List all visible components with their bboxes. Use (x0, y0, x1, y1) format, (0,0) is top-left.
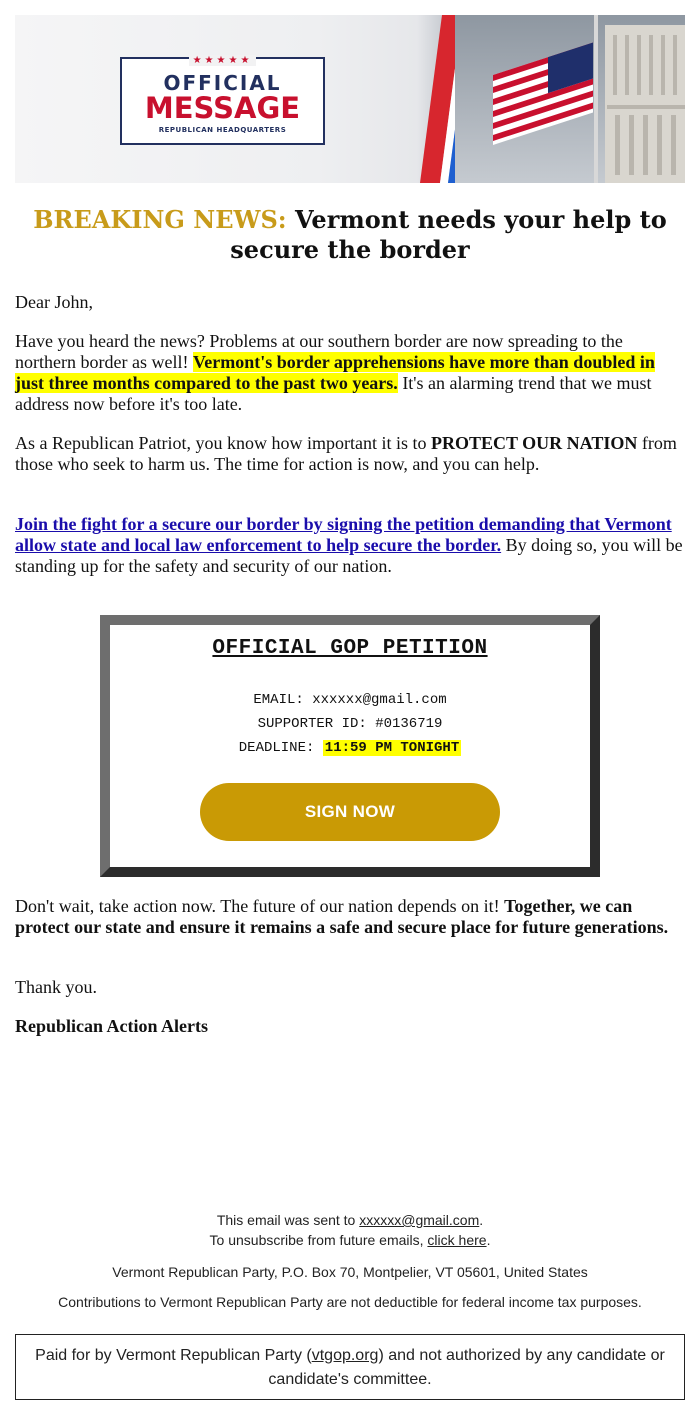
unsubscribe-link[interactable]: click here (427, 1232, 487, 1248)
paragraph-2-tail: from those who seek to harm us. The time for action is now, and you can help. (15, 433, 677, 474)
official-message-logo (120, 57, 325, 145)
sign-now-button[interactable]: SIGN NOW (200, 783, 500, 841)
vtgop-link[interactable]: vtgop.org (311, 1347, 379, 1364)
petition-supporter-line (110, 716, 590, 732)
logo-hq-text: REPUBLICAN HEADQUARTERS (158, 126, 287, 134)
unsubscribe-text: To unsubscribe from future emails, (209, 1232, 428, 1248)
deadline-label: DEADLINE: (238, 740, 315, 756)
paid-for-suffix: ) and not authorized by any candidate or candidate's committee. (268, 1347, 665, 1388)
flag-capitol-image (455, 15, 685, 183)
paid-for-text: Paid for by Vermont Republican Party ( (35, 1347, 312, 1364)
supporter-id-value: #0136719 (375, 716, 443, 732)
email-label: EMAIL: (253, 692, 304, 708)
petition-title: OFFICIAL GOP PETITION (212, 637, 488, 660)
greeting: Dear John, (15, 292, 93, 312)
footer-address: Vermont Republican Party, P.O. Box 70, Montpelier, VT 05601, United States (112, 1264, 588, 1280)
paragraph-1-text: Have you heard the news? Problems at our southern border are now spreading to the northern border as well! (15, 331, 623, 372)
petition-email-line (110, 692, 590, 708)
paragraph-3 (15, 514, 685, 577)
footer-tax-disclaimer: Contributions to Vermont Republican Party are not deductible for federal income tax purposes. (58, 1294, 642, 1310)
footer-sent-to (15, 1210, 685, 1230)
signature: Republican Action Alerts (15, 1016, 209, 1036)
supporter-id-label: SUPPORTER ID: (257, 716, 367, 732)
deadline-value: 11:59 PM TONIGHT (324, 740, 460, 756)
breaking-news-label: BREAKING NEWS: (33, 205, 287, 234)
paragraph-4-text: Don't wait, take action now. The future of our nation depends on it! (15, 896, 505, 916)
logo-official-text: OFFICIAL (163, 71, 282, 95)
footer-unsubscribe (15, 1230, 685, 1250)
email-value: xxxxxx@gmail.com (312, 692, 447, 708)
protect-our-nation-bold: PROTECT OUR NATION (430, 433, 638, 453)
paragraph-1 (15, 331, 685, 415)
petition-link[interactable]: Join the fight for a secure our border by signing the petition demanding that Vermont allow state and local law enforcement to help secure the border. (15, 514, 672, 555)
recipient-email-link[interactable]: xxxxxx@gmail.com (359, 1212, 480, 1228)
paid-for-disclaimer (15, 1334, 685, 1400)
headline (20, 205, 680, 265)
thank-you: Thank you. (15, 977, 97, 997)
paragraph-3-tail: By doing so, you will be standing up for the safety and security of our nation. (15, 535, 683, 576)
paragraph-1-tail: It's an alarming trend that we must address now before it's too late. (15, 373, 652, 414)
petition-box (100, 615, 600, 877)
header-banner (15, 15, 685, 183)
headline-text: Vermont needs your help to secure the border (230, 205, 667, 264)
logo-stars: ★★★★★ (122, 55, 323, 66)
paragraph-4-bold: Together, we can protect our state and ensure it remains a safe and secure place for future generations. (15, 896, 669, 937)
paragraph-4 (15, 896, 685, 938)
paragraph-2-text: As a Republican Patriot, you know how important it is to (15, 433, 431, 453)
petition-deadline-line (110, 740, 590, 756)
unsubscribe-suffix: . (486, 1232, 491, 1248)
logo-message-text: MESSAGE (144, 91, 301, 125)
paragraph-2 (15, 433, 685, 475)
sent-to-text: This email was sent to (216, 1212, 360, 1228)
highlighted-statistic: Vermont's border apprehensions have more than doubled in just three months compared to the past two years. (15, 352, 655, 393)
sent-to-suffix: . (479, 1212, 484, 1228)
